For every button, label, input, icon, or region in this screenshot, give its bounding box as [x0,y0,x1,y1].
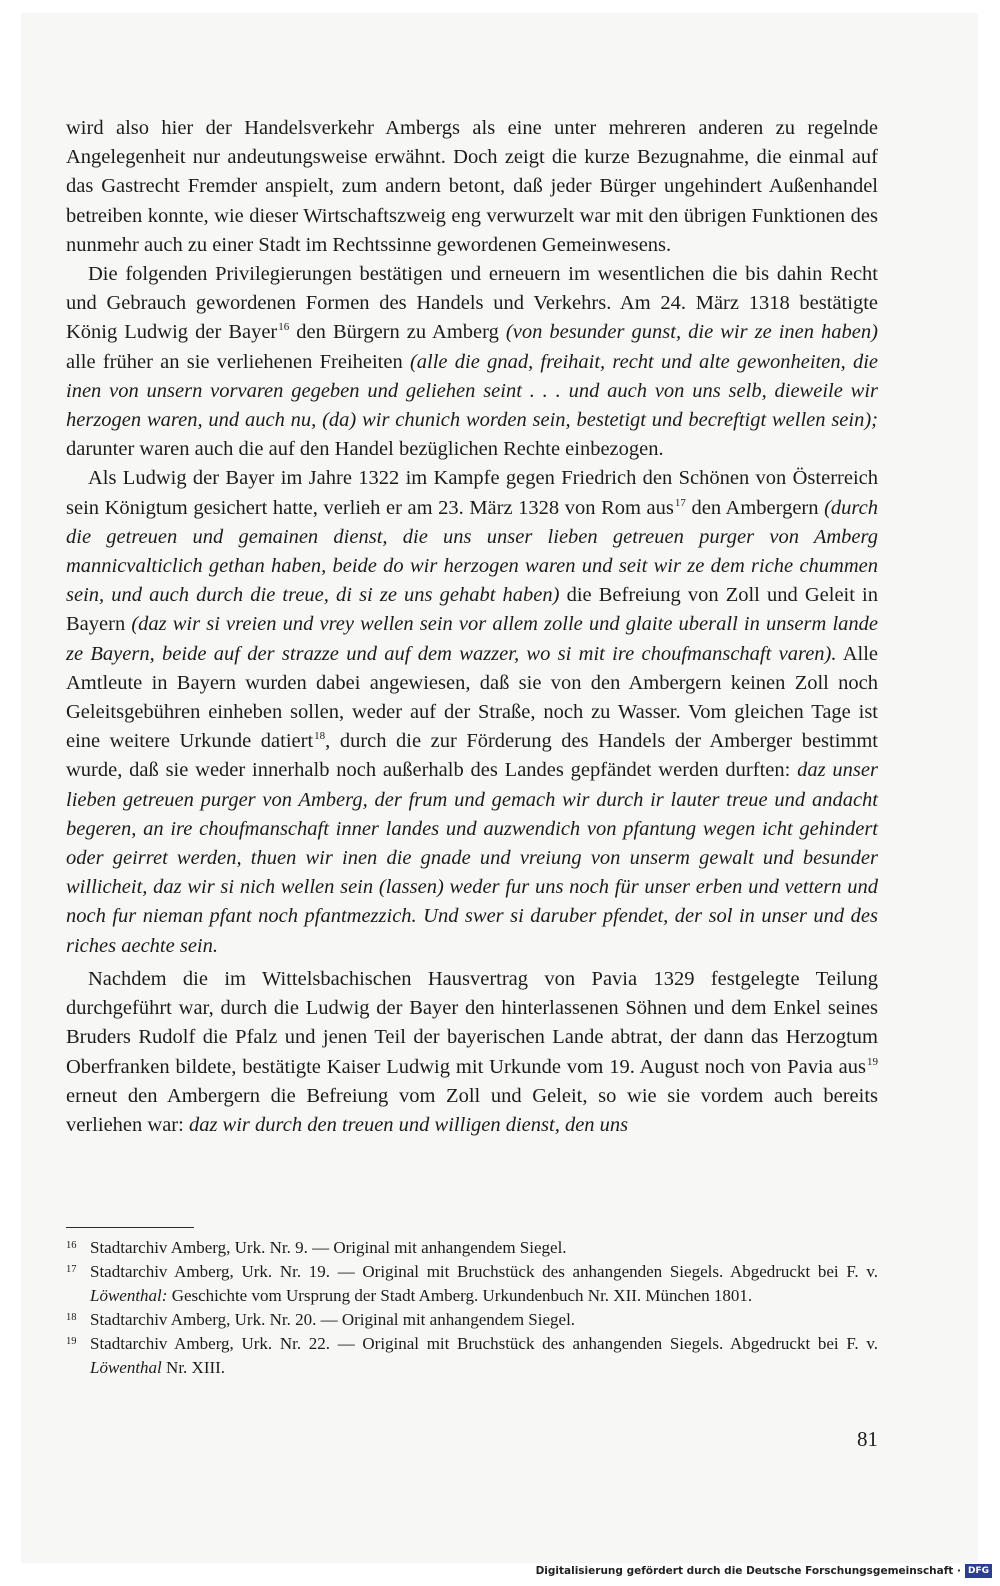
quotation-italic: daz unser lieben getreuen purger von Amberg, der frum und gemach wir durch ir lauter treue und andacht begeren, an ire choufmanschaft inner landes und auzwendich von pfantung wegen icht gehindert oder geirret werden, thuen wir inen die gnade und vreiung von unserm gewalt und besunder willicheit, daz wir si nich wellen sein (lassen) weder fur uns noch für unser erben und vettern und noch fur nieman pfant noch pfantmezzich. Und swer si daruber pfendet, der sol in unser und des riches aechte sein. [66,759,878,957]
paragraph-text: , durch die zur Förderung des Handels der Amberger bestimmt wurde, daß sie weder innerhalb noch außerhalb des Landes gepfändet werden durften: [66,730,878,782]
footnote-text: Stadtarchiv Amberg, Urk. Nr. 9. — Original mit anhangendem Siegel. [90,1238,567,1257]
quotation-italic: (von besunder gunst, die wir ze inen haben) [505,321,878,344]
footnote-number: 19 [66,1336,77,1347]
footnote-text: Stadtarchiv Amberg, Urk. Nr. 19. — Original mit Bruchstück des anhangenden Siegels. Abgedruckt bei F. v. [90,1262,878,1281]
paragraph-text: erneut den Ambergern die Befreiung vom Zoll und Geleit, so wie sie vordem auch bereits verliehen war: [66,1084,878,1136]
body-text [66,114,878,1140]
footnote-divider [66,1227,194,1228]
paragraph-text: alle früher an sie verliehenen Freiheiten [66,350,410,373]
dfg-credit [536,1563,992,1579]
footnote-text: Stadtarchiv Amberg, Urk. Nr. 20. — Original mit anhangendem Siegel. [90,1310,576,1329]
footnote-ref: 17 [674,496,686,509]
footnote-text: Stadtarchiv Amberg, Urk. Nr. 22. — Original mit Bruchstück des anhangenden Siegels. Abgedruckt bei F. v. [90,1334,878,1353]
footnote-ref: 16 [278,321,290,334]
page-number: 81 [857,1427,878,1451]
quotation-italic: (alle die gnad, freihait, recht und alte gewonheiten, die inen von unsern vorvaren gegeben und geliehen seint . . . und auch von uns selb, dieweile wir herzogen waren, und auch nu, (da) wir chunich worden sein, bestetigt und becreftigt wellen sein); [66,350,878,432]
author-italic: Löwenthal [90,1358,162,1377]
credit-text: Digitalisierung gefördert durch die Deutsche Forschungsgemeinschaft · [535,1565,961,1577]
paragraph-text: Als Ludwig der Bayer im Jahre 1322 im Kampfe gegen Friedrich den Schönen von Österreich sein Königtum gesichert hatte, verlieh er am 23. März 1328 von Rom aus [66,467,878,519]
paragraph-1 [66,114,878,260]
paragraph-text: den Ambergern [685,496,825,519]
footnote-number: 17 [66,1264,77,1275]
footnote-19 [66,1332,878,1380]
paragraph-text: wird also hier der Handelsverkehr Ambergs als eine unter mehreren anderen zu regelnde Angelegenheit nur andeutungsweise erwähnt. Doch zeigt die kurze Bezugnahme, die einmal auf das Gastrecht Fremder anspielt, zum andern betont, daß jeder Bürger ungehindert Außenhandel betreiben konnte, wie dieser Wirtschaftszweig eng verwurzelt war mit den übrigen Funktionen des nunmehr auch zu einer Stadt im Rechtssinne gewordenen Gemeinwesens. [66,117,878,256]
footnote-ref: 19 [867,1055,878,1068]
footnote-number: 16 [66,1240,77,1251]
paragraph-2 [66,260,878,464]
paragraph-text: die Befreiung von Zoll und Geleit in Bayern [66,584,878,636]
quotation-italic: daz wir durch den treuen und willigen dienst, den uns [188,1113,629,1136]
footnote-number: 18 [66,1312,77,1323]
quotation-italic: (daz wir si vreien und vrey wellen sein vor allem zolle und glaite uberall in unserm lande ze Bayern, beide auf der strazze und auf dem wazzer, wo si mit ire choufmanschaft varen). [66,613,878,665]
paragraph-3 [66,464,878,960]
paragraph-text: darunter waren auch die auf den Handel bezüglichen Rechte einbezogen. [66,438,664,461]
quotation-italic: (durch die getreuen und gemainen dienst, die uns unser lieben getreuen purger von Amberg mannicvalticlich gethan haben, beide do wir herzogen waren und seit wir ze dem riche chummen sein, und auch durch die treue, di si ze uns gehabt haben) [66,496,879,607]
paragraph-text: den Bürgern zu Amberg [289,321,506,344]
author-italic: Löwenthal: [90,1286,168,1305]
footnote-17 [66,1260,878,1308]
paragraph-text: Die folgenden Privilegierungen bestätigen und erneuern im wesentlichen die bis dahin Recht und Gebrauch gewordenen Formen des Handels und Verkehrs. Am 24. März 1318 bestätigte König Ludwig der Bayer [66,263,878,344]
paragraph-text: Alle Amtleute in Bayern wurden dabei angewiesen, daß sie von den Ambergern keinen Zoll noch Geleitsgebühren einheben sollen, weder auf der Straße, noch zu Wasser. Vom gleichen Tage ist eine weitere Urkunde datiert [66,642,878,753]
footnote-text: Geschichte vom Ursprung der Stadt Amberg. Urkundenbuch Nr. XII. München 1801. [167,1286,753,1305]
footnote-text: Nr. XIII. [161,1358,226,1377]
footnotes [66,1236,878,1380]
paragraph-text: Nachdem die im Wittelsbachischen Hausvertrag von Pavia 1329 festgelegte Teilung durchgeführt war, durch die Ludwig der Bayer den hinterlassenen Söhnen und dem Enkel seines Bruders Rudolf die Pfalz und jenen Teil der bayerischen Lande abtrat, der dann das Herzogtum Oberfranken bildete, bestätigte Kaiser Ludwig mit Urkunde vom 19. August noch von Pavia aus [66,967,878,1078]
dfg-logo-icon: DFG [965,1564,992,1578]
footnote-18 [66,1308,878,1332]
footnote-ref: 18 [314,730,326,743]
footnote-16 [66,1236,878,1260]
paragraph-4 [66,965,878,1140]
